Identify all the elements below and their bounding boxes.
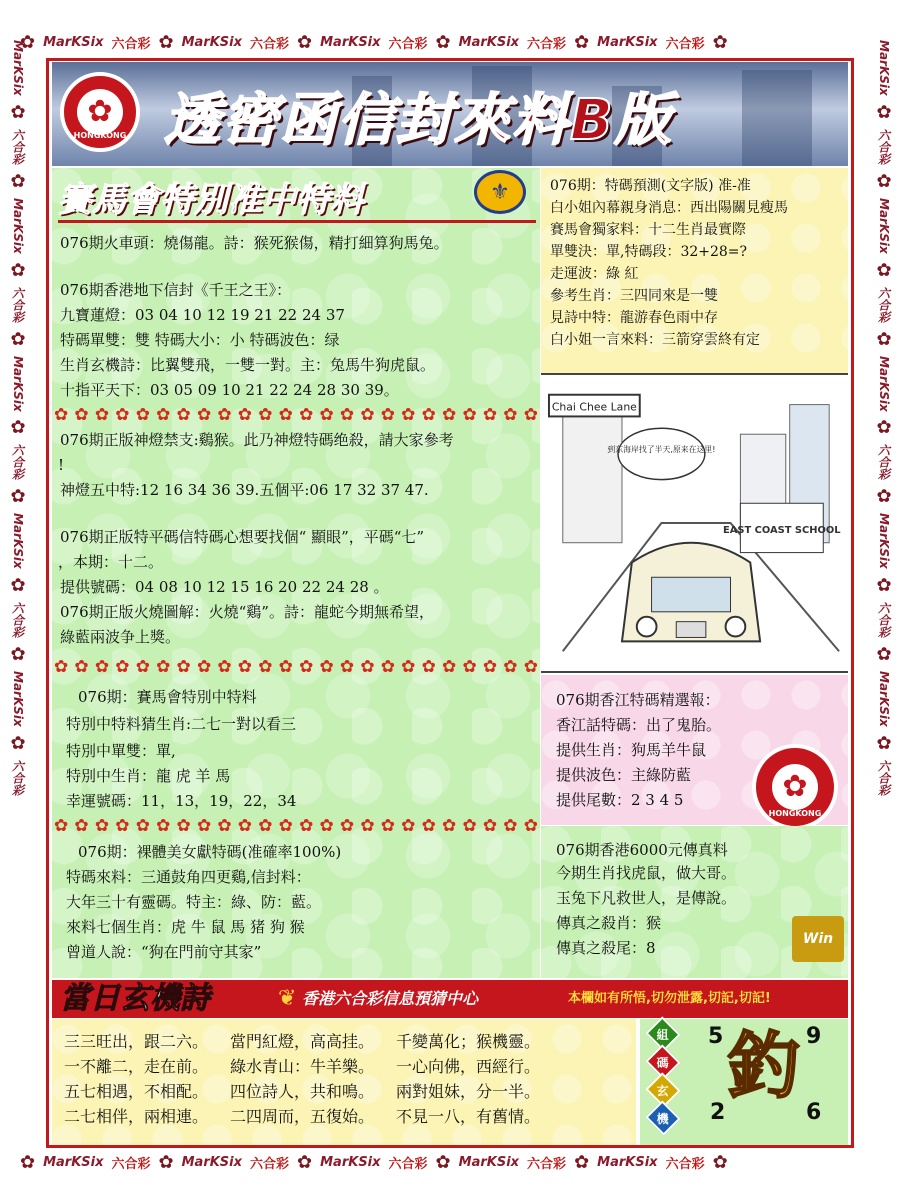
text-line: 076期：賽馬會特別中特料 xyxy=(78,688,257,706)
poem-verse: 三三旺出，跟二六。 xyxy=(64,1032,209,1051)
marksix-label: MarKSix xyxy=(181,1154,243,1170)
section-divider xyxy=(58,220,536,223)
poem-verse: 一不離二，走在前。 xyxy=(64,1057,209,1076)
flower-icon: ✿ xyxy=(10,170,26,192)
grid-tag-label: 碼 xyxy=(656,1055,670,1070)
marksix-label: MarKSix xyxy=(458,1154,520,1170)
text-line: 玉兔下凡救世人，是傳說。 xyxy=(556,889,737,907)
poem-verse: 不見一八，有舊情。 xyxy=(396,1107,541,1126)
poem-verse: 五七相遇，不相配。 xyxy=(64,1082,209,1101)
flower-icon: ✿ xyxy=(10,101,26,123)
flower-icon: ✿ xyxy=(297,1151,313,1173)
flower-icon: ✿ xyxy=(297,31,313,53)
poem-row xyxy=(64,1109,540,1125)
poem-verse: 千變萬化；猴機靈。 xyxy=(396,1032,541,1051)
text-line: 大年三十有靈碼。特主：綠、防：藍。 xyxy=(66,893,322,911)
lhc-label: 六合彩 xyxy=(527,1156,567,1172)
flower-icon: ✿ xyxy=(20,1151,36,1173)
marksix-label: MarKSix xyxy=(43,1154,104,1170)
marksix-label: MarKSix xyxy=(877,671,891,727)
text-line: 幸運號碼：11，13，19，22，34 xyxy=(66,792,297,810)
banner-warning-text: 本欄如有所悟,切勿泄露,切記,切記! xyxy=(568,991,771,1006)
bottom-border-strip xyxy=(20,1150,880,1174)
big-character: 釣 xyxy=(728,1023,801,1108)
text-line: 提供生肖：狗馬羊牛鼠 xyxy=(556,741,707,759)
grid-tag-label: 機 xyxy=(656,1111,670,1126)
grid-number: 6 xyxy=(806,1100,822,1125)
text-line: 白小姐內幕親身消息：西出陽關見瘦馬 xyxy=(550,200,788,216)
text-line: 076期：裸體美女獻特碼(准確率100%) xyxy=(78,843,342,861)
marksix-label: MarKSix xyxy=(11,40,25,96)
text-line: 076期正版火燒圖解：火燒“鷄”。詩：龍蛇今期無希望， xyxy=(60,603,434,621)
text-line: ，本期：十二。 xyxy=(58,553,164,571)
bauhinia-icon: ✿ xyxy=(772,764,818,810)
text-line: 特別中特料猜生肖:二七一對以看三 xyxy=(66,715,297,733)
flower-icon: ✿ xyxy=(10,486,26,508)
grid-tag-label: 組 xyxy=(656,1027,670,1042)
text-line: 香江話特碼：出了鬼胎。 xyxy=(556,716,722,734)
text-line: 特別中生肖：龍 虎 羊 馬 xyxy=(66,767,231,785)
poem-row xyxy=(64,1034,540,1050)
marksix-label: MarKSix xyxy=(320,1154,381,1170)
hk-logo xyxy=(752,744,838,830)
marksix-label: MarKSix xyxy=(597,34,658,50)
text-line: 076期火車頭：燒傷龍。詩：猴死猴傷，精打細算狗馬兔。 xyxy=(60,234,449,252)
flower-icon: ✿ xyxy=(876,259,892,281)
text-line: 九寶蓮燈：03 04 10 12 19 21 22 24 37 xyxy=(60,306,345,324)
poem-verse: 一心向佛，西經行。 xyxy=(396,1057,541,1076)
flower-icon: ✿ xyxy=(876,101,892,123)
marksix-label: MarKSix xyxy=(43,34,104,50)
lhc-label: 六合彩 xyxy=(250,1156,290,1172)
text-line: 076期香江特碼精選報： xyxy=(556,691,720,709)
flower-icon: ✿ xyxy=(876,170,892,192)
flower-icon: ✿ xyxy=(435,31,451,53)
lhc-label: 六合彩 xyxy=(10,602,25,639)
text-line: 走運波：綠 紅 xyxy=(550,266,639,282)
building-shape xyxy=(742,70,812,166)
logo-text: HONGKONG xyxy=(768,809,822,818)
flower-icon: ✿ xyxy=(876,486,892,508)
lhc-label: 六合彩 xyxy=(876,286,891,323)
poem-verse: 綠水青山：牛羊樂。 xyxy=(230,1057,375,1076)
text-line: 076期香港地下信封《千王之王》： xyxy=(60,281,292,299)
marksix-label: MarKSix xyxy=(11,197,25,254)
marksix-label: MarKSix xyxy=(458,34,520,50)
flower-icon: ✿ xyxy=(158,1151,174,1173)
flower-icon: ✿ xyxy=(574,31,590,53)
header-banner xyxy=(52,62,848,166)
jockey-club-icon: ⚜ xyxy=(474,170,526,214)
grid-tag-label: 玄 xyxy=(656,1083,670,1098)
left-border-strip xyxy=(6,40,30,1150)
marksix-label: MarKSix xyxy=(597,1154,658,1170)
lhc-label: 六合彩 xyxy=(876,444,891,481)
flower-icon: ✿ xyxy=(876,328,892,350)
text-line: 076期正版特平碼信特碼心想要找個“ 顯眼”，平碼“七” xyxy=(60,528,425,546)
top-border-strip xyxy=(20,30,880,54)
grid-number: 5 xyxy=(708,1024,724,1049)
text-line: 特別中單雙：單, xyxy=(66,742,176,760)
lhc-label: 六合彩 xyxy=(665,36,705,52)
flower-icon: ✿ xyxy=(20,31,36,53)
cartoon-drawing xyxy=(541,375,848,671)
right-border-strip xyxy=(872,40,896,1150)
flower-icon: ✿ xyxy=(876,417,892,439)
marksix-label: MarKSix xyxy=(877,197,891,254)
marksix-label: MarKSix xyxy=(11,355,25,412)
lhc-label: 六合彩 xyxy=(665,1156,705,1172)
street-sign-text: Chai Chee Lane xyxy=(551,400,637,414)
flower-divider: ✿ ✿ ✿ ✿ ✿ ✿ ✿ ✿ ✿ ✿ ✿ ✿ ✿ ✿ ✿ ✿ ✿ ✿ ✿ ✿ ✿ ✿ ✿ ✿ xyxy=(54,404,538,425)
marksix-label: MarKSix xyxy=(320,34,381,50)
marksix-label: MarKSix xyxy=(11,671,25,727)
text-line: 白小姐一言來料：三箭穿雲終有定 xyxy=(550,332,760,348)
text-line: 來料七個生肖：虎 牛 鼠 馬 猪 狗 猴 xyxy=(66,918,305,936)
lhc-label: 六合彩 xyxy=(250,36,290,52)
lhc-label: 六合彩 xyxy=(10,444,25,481)
poem-verse: 兩對姐妹，分一半。 xyxy=(396,1082,541,1101)
flower-icon: ✿ xyxy=(10,732,26,754)
speech-bubble-text: 到东海岸找了半天,原来在这里! xyxy=(607,444,716,454)
bauhinia-icon: ✿ xyxy=(77,89,123,135)
flower-icon: ✿ xyxy=(574,1151,590,1173)
flower-divider: ✿ ✿ ✿ ✿ ✿ ✿ ✿ ✿ ✿ ✿ ✿ ✿ ✿ ✿ ✿ ✿ ✿ ✿ ✿ ✿ ✿ ✿ ✿ ✿ xyxy=(54,815,538,836)
text-line: 特碼來料：三通鼓角四更鷄,信封料： xyxy=(66,868,311,886)
lhc-label: 六合彩 xyxy=(876,759,891,796)
poem-verse: 四位詩人，共和鳴。 xyxy=(230,1082,375,1101)
text-line: 賽馬會獨家料：十二生肖最實際 xyxy=(550,222,746,238)
logo-text: HONGKONG xyxy=(73,131,127,140)
text-line: 見詩中特：龍游春色雨中存 xyxy=(550,310,718,326)
text-line: 綠藍兩波争上獎。 xyxy=(60,628,181,646)
text-line: 076期：特碼預測(文字版) 准-准 xyxy=(550,178,751,194)
flower-icon: ✿ xyxy=(10,575,26,597)
poem-verse: 二七相伴，兩相連。 xyxy=(64,1107,209,1126)
text-line: 今期生肖找虎鼠，做大哥。 xyxy=(556,864,737,882)
lhc-label: 六合彩 xyxy=(10,128,25,165)
text-line: 076期香港6000元傳真料 xyxy=(556,841,728,859)
banner-title: 當日玄機詩 xyxy=(60,981,210,1016)
poem-row xyxy=(64,1059,540,1075)
lhc-label: 六合彩 xyxy=(388,36,428,52)
lhc-label: 六合彩 xyxy=(111,1156,151,1172)
ewin-badge: Win xyxy=(792,916,844,962)
lhc-label: 六合彩 xyxy=(10,286,25,323)
flower-icon: ✿ xyxy=(876,732,892,754)
text-line: 提供號碼：04 08 10 12 15 16 20 22 24 28 。 xyxy=(60,578,389,596)
text-line: 傳真之殺肖：猴 xyxy=(556,914,662,932)
page-title: 透密函信封來料B版 xyxy=(164,88,673,153)
flower-icon: ✿ xyxy=(435,1151,451,1173)
lhc-label: 六合彩 xyxy=(876,128,891,165)
cartoon-image xyxy=(541,373,848,673)
flower-icon: ✿ xyxy=(876,644,892,666)
marksix-label: MarKSix xyxy=(11,513,25,570)
lhc-label: 六合彩 xyxy=(527,36,567,52)
poem-verse: 二四周而，五復始。 xyxy=(230,1107,375,1126)
hk-logo xyxy=(60,72,140,152)
text-line: ! xyxy=(58,456,65,474)
poem-row xyxy=(64,1084,540,1100)
marksix-label: MarKSix xyxy=(181,34,243,50)
text-line: 曾道人說：“狗在門前守其家” xyxy=(66,943,262,961)
banner-center-text: 香港六合彩信息預猜中心 xyxy=(302,989,479,1008)
grid-number: 2 xyxy=(710,1100,726,1125)
lhc-label: 六合彩 xyxy=(876,602,891,639)
flower-icon: ✿ xyxy=(876,575,892,597)
text-line: 生肖玄機詩：比翼雙飛，一雙一對。主：兔馬牛狗虎鼠。 xyxy=(60,356,436,374)
lhc-label: 六合彩 xyxy=(388,1156,428,1172)
text-line: 單雙決：單,特碼段：32+28=? xyxy=(550,244,748,260)
grid-number: 9 xyxy=(806,1024,822,1049)
text-line: 神燈五中特:12 16 34 36 39.五個平:06 17 32 37 47. xyxy=(60,481,429,499)
flower-icon: ✿ xyxy=(10,417,26,439)
text-line: 076期正版神燈禁支:鷄猴。此乃神燈特碼绝殺，請大家參考 xyxy=(60,431,454,449)
text-line: 提供尾數：2 3 4 5 xyxy=(556,791,684,809)
marksix-label: MarKSix xyxy=(877,355,891,412)
text-line: 參考生肖：三四同來是一雙 xyxy=(550,288,718,304)
lhc-label: 六合彩 xyxy=(111,36,151,52)
marksix-label: MarKSix xyxy=(877,40,891,96)
flower-divider: ✿ ✿ ✿ ✿ ✿ ✿ ✿ ✿ ✿ ✿ ✿ ✿ ✿ ✿ ✿ ✿ ✿ ✿ ✿ ✿ ✿ ✿ ✿ ✿ xyxy=(54,656,538,677)
text-line: 提供波色：主綠防藍 xyxy=(556,766,692,784)
flower-icon: ✿ xyxy=(158,31,174,53)
text-line: 傳真之殺尾：8 xyxy=(556,939,656,957)
flower-icon: ✿ xyxy=(10,644,26,666)
school-sign-text: EAST COAST SCHOOL xyxy=(723,524,841,536)
poem-verse: 當門紅燈，高高挂。 xyxy=(230,1032,375,1051)
section-title: 賽馬會特別准中特料 xyxy=(58,180,364,220)
marksix-label: MarKSix xyxy=(877,513,891,570)
flower-icon: ✿ xyxy=(10,328,26,350)
lotus-icon: ❦ xyxy=(278,986,297,1011)
text-line: 特碼單雙：雙 特碼大小：小 特碼波色：绿 xyxy=(60,331,340,349)
lhc-label: 六合彩 xyxy=(10,759,25,796)
flower-icon: ✿ xyxy=(712,1151,728,1173)
flower-icon: ✿ xyxy=(10,259,26,281)
flower-icon: ✿ xyxy=(712,31,728,53)
text-line: 十指平天下：03 05 09 10 21 22 24 28 30 39。 xyxy=(60,381,399,399)
